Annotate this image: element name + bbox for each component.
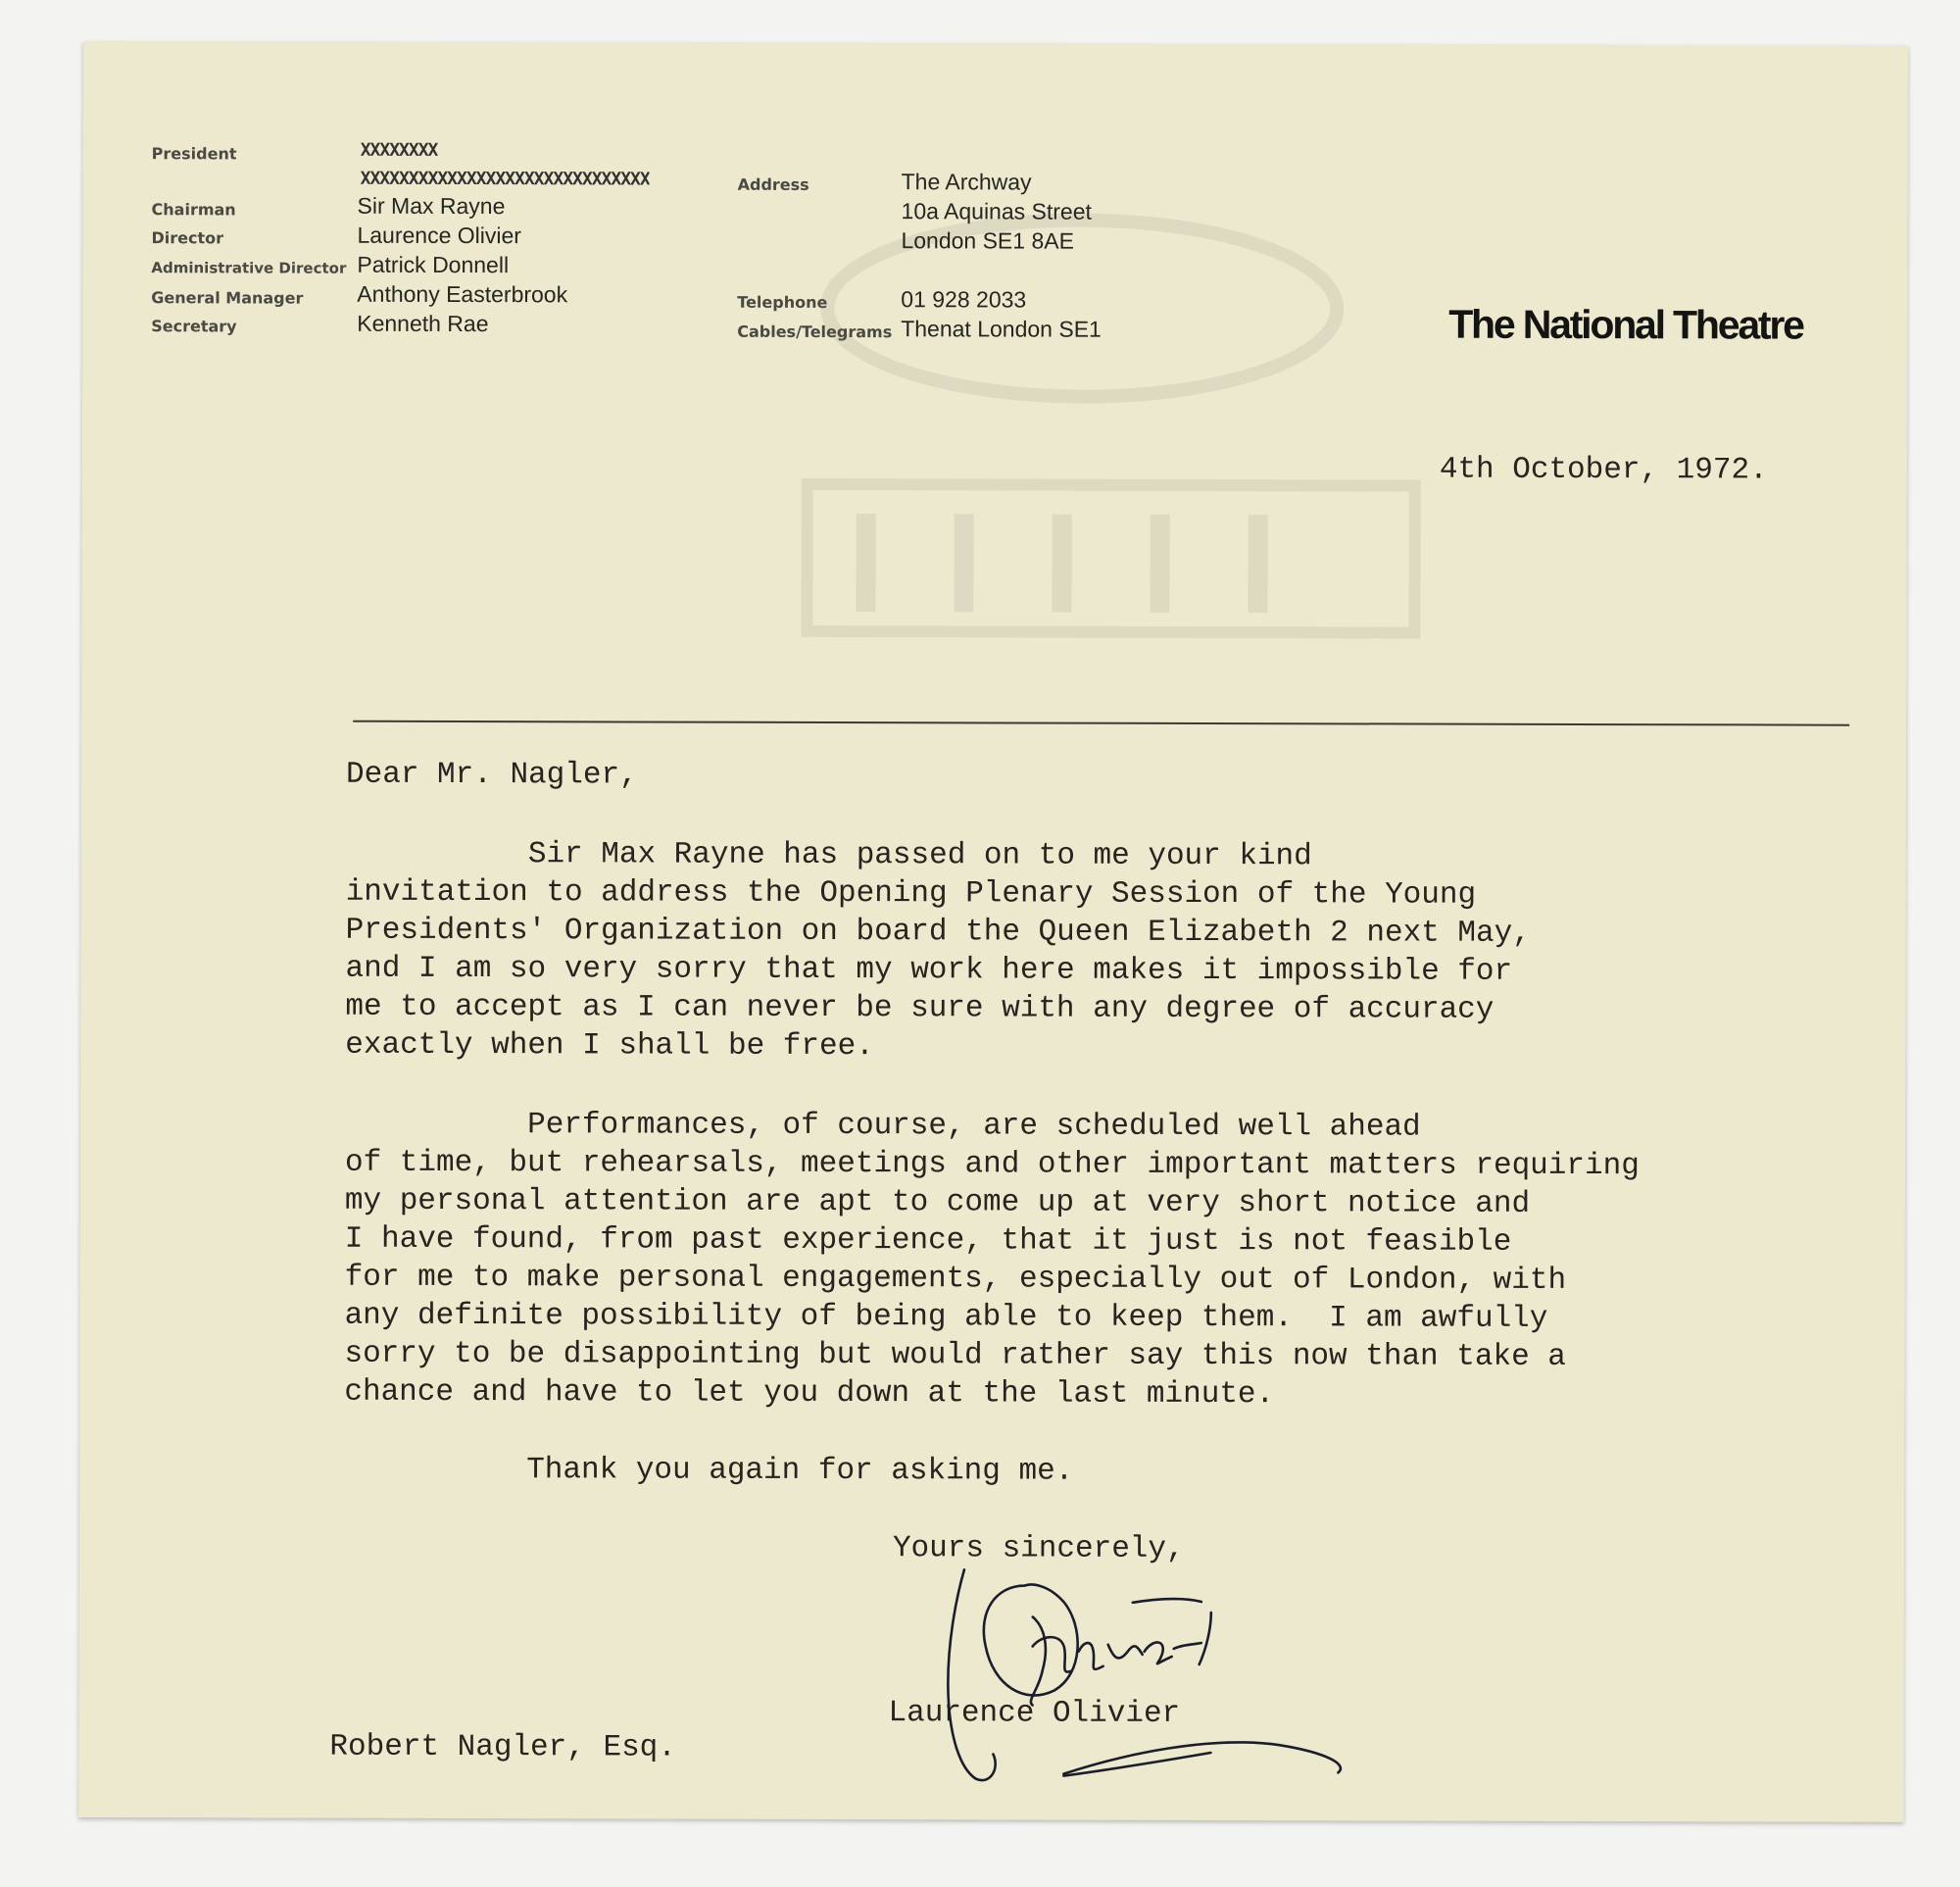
address-line-3: London SE1 8AE xyxy=(901,227,1074,254)
paragraph-2-line: my personal attention are apt to come up at very short notice and xyxy=(344,1183,1531,1221)
telephone-label: Telephone xyxy=(737,292,828,312)
address-label: Address xyxy=(737,174,809,194)
officer-role-administrative-director: Administrative Director xyxy=(151,259,347,277)
paper-watermark xyxy=(669,190,1552,702)
officer-name-director: Laurence Olivier xyxy=(357,222,521,249)
telephone-number: 01 928 2033 xyxy=(901,286,1027,313)
recipient: Robert Nagler, Esq. xyxy=(329,1729,676,1765)
paragraph-2-line: any definite possibility of being able to keep them. I am awfully xyxy=(344,1298,1548,1336)
officer-name-general-manager: Anthony Easterbrook xyxy=(357,280,568,308)
officer-name-chairman: Sir Max Rayne xyxy=(357,192,506,220)
officer-name-president-struck: XXXXXXXX xyxy=(360,139,438,161)
paragraph-2-line: sorry to be disappointing but would rather say this now than take a xyxy=(344,1336,1566,1374)
address-line-1: The Archway xyxy=(901,169,1032,195)
paragraph-2-line: for me to make personal engagements, especially out of London, with xyxy=(344,1260,1567,1298)
officer-role-secretary: Secretary xyxy=(151,317,237,336)
officer-role-president: President xyxy=(151,144,237,164)
address-line-2: 10a Aquinas Street xyxy=(901,198,1092,224)
cables-address: Thenat London SE1 xyxy=(901,316,1102,342)
paragraph-1-line: Sir Max Rayne has passed on to me your kind xyxy=(345,836,1312,874)
paragraph-1-line: exactly when I shall be free. xyxy=(345,1027,874,1065)
handwritten-signature xyxy=(916,1558,1378,1794)
paragraph-1-line: me to accept as I can never be sure with any degree of accuracy xyxy=(345,989,1494,1027)
closing: Yours sincerely, xyxy=(892,1531,1185,1566)
officer-role-chairman: Chairman xyxy=(151,200,236,220)
officer-name-secretary: Kenneth Rae xyxy=(357,310,489,337)
paragraph-1-line: Presidents' Organization on board the Queen Elizabeth 2 next May, xyxy=(345,913,1531,951)
paragraph-2-line: chance and have to let you down at the last minute. xyxy=(344,1374,1275,1413)
salutation: Dear Mr. Nagler, xyxy=(345,757,638,793)
cables-label: Cables/Telegrams xyxy=(737,322,893,342)
paragraph-2-line: of time, but rehearsals, meetings and other important matters requiring xyxy=(344,1145,1640,1184)
paragraph-2-line: Performances, of course, are scheduled well ahead xyxy=(345,1107,1421,1145)
officer-name-administrative-director: Patrick Donnell xyxy=(357,251,510,278)
brand-logo-text: The National Theatre xyxy=(1448,301,1803,348)
officer-role-director: Director xyxy=(151,228,224,248)
paragraph-3: Thank you again for asking me. xyxy=(344,1452,1074,1489)
letter-paper xyxy=(78,41,1908,1822)
letter-date: 4th October, 1972. xyxy=(1439,452,1768,488)
signatory-name: Laurence Olivier xyxy=(888,1696,1181,1731)
divider-rule xyxy=(353,720,1849,726)
officer-role-general-manager: General Manager xyxy=(151,288,304,308)
paragraph-1-line: invitation to address the Opening Plenary Session of the Young xyxy=(345,874,1477,913)
paragraph-2-line: I have found, from past experience, that it just is not feasible xyxy=(344,1221,1512,1260)
struck-line: XXXXXXXXXXXXXXXXXXXXXXXXXXXXXX xyxy=(360,168,650,190)
paragraph-1-line: and I am so very sorry that my work here makes it impossible for xyxy=(345,951,1513,989)
